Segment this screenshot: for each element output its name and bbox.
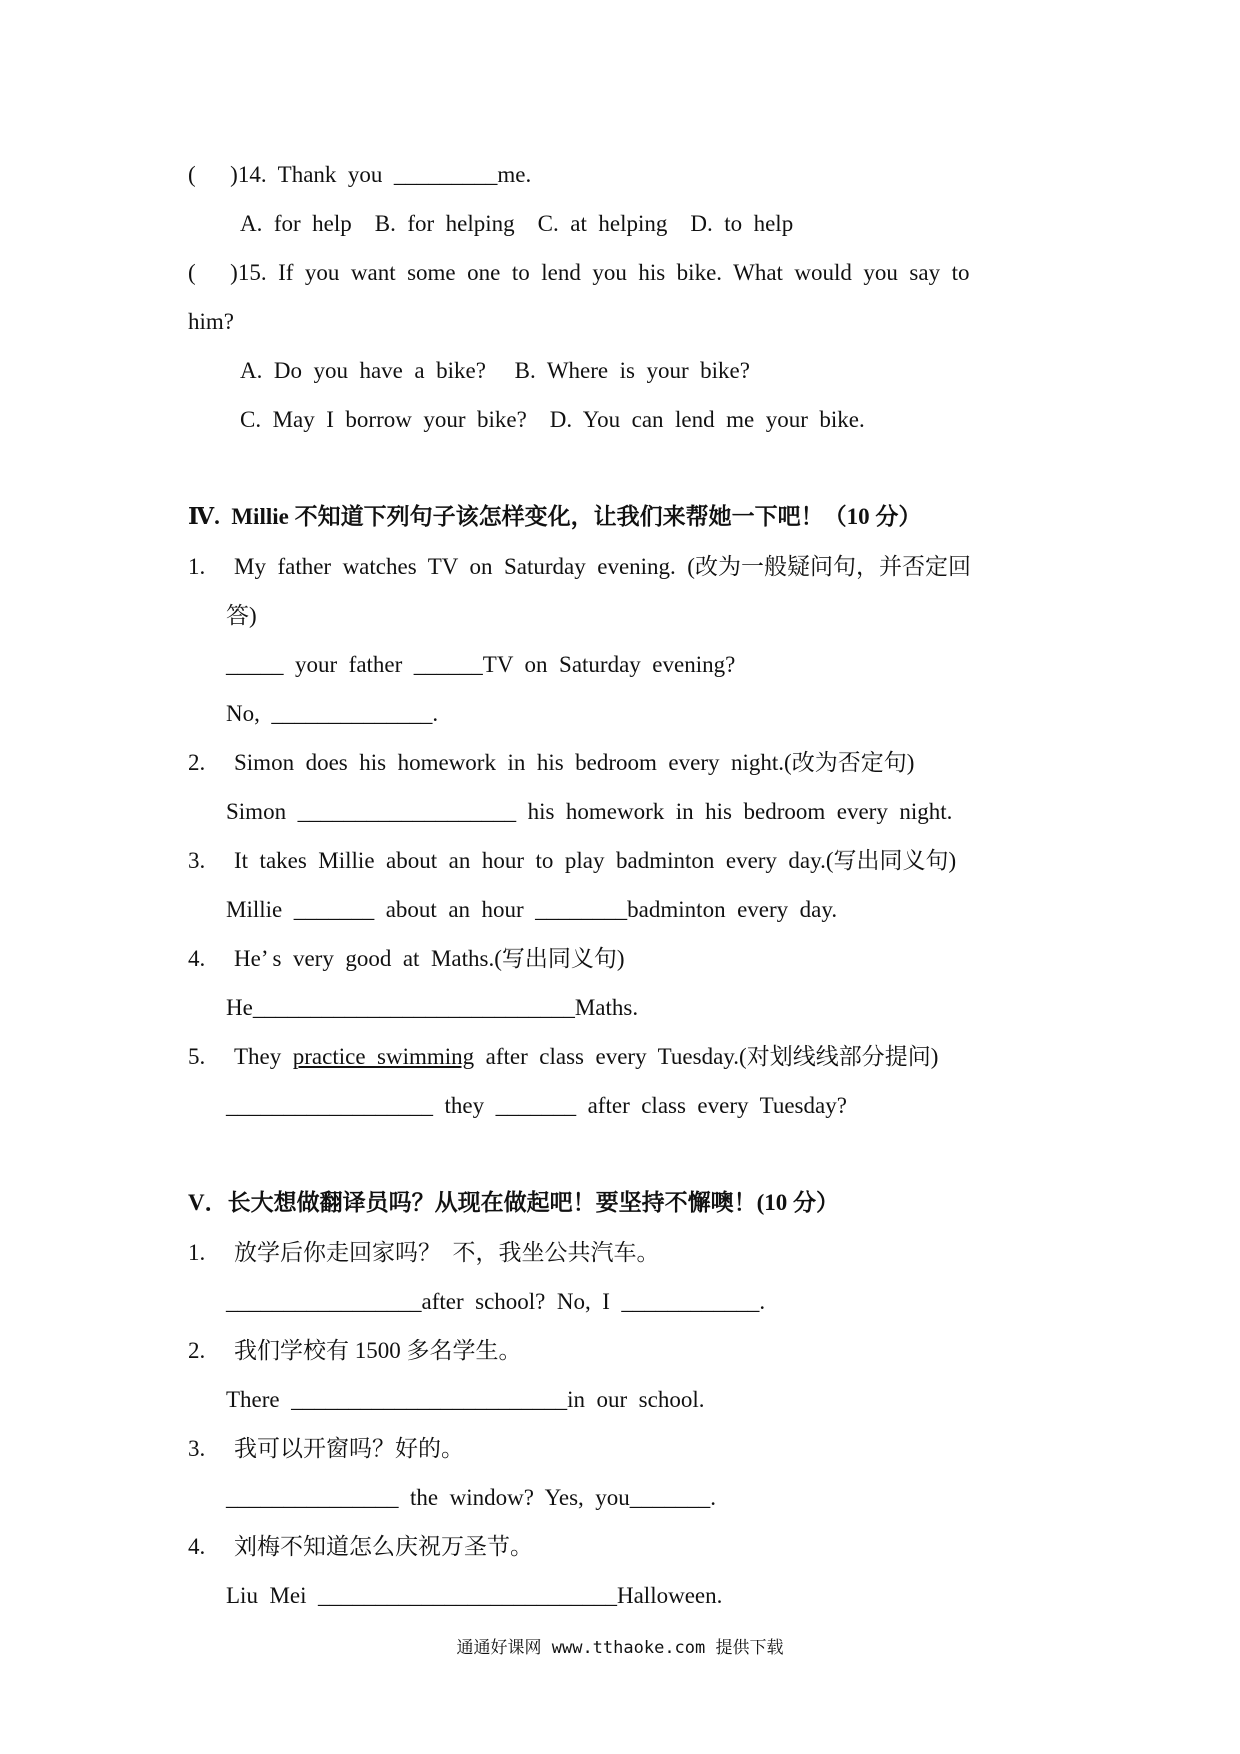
section-4-item-3-answer-line: Millie _______ about an hour ________badminton every day. bbox=[226, 897, 838, 922]
section-4-item-5-text-before: They bbox=[234, 1044, 293, 1069]
section-5-item-4-text: 刘梅不知道怎么庆祝万圣节。 bbox=[234, 1534, 533, 1559]
section-5-item-1-text: 放学后你走回家吗？ 不，我坐公共汽车。 bbox=[234, 1240, 660, 1265]
section-4-item-5-number: 5. bbox=[188, 1044, 206, 1069]
section-4-item-5-text bbox=[234, 1042, 938, 1072]
section-4-item-1-continued: 答) bbox=[226, 603, 257, 628]
section-4-item-1-number: 1. bbox=[188, 554, 206, 579]
section-4-item-5-answer-line: __________________ they _______ after class every Tuesday? bbox=[226, 1093, 847, 1118]
section-4-item-3-number: 3. bbox=[188, 848, 206, 873]
section-4-item-4-number: 4. bbox=[188, 946, 206, 971]
question-15: ( )15. If you want some one to lend you his bike. What would you say to bbox=[188, 260, 970, 285]
section-4-item-4-text: He’ s very good at Maths.(写出同义句) bbox=[234, 946, 625, 971]
section-4-item-2-answer-line: Simon ___________________ his homework in his bedroom every night. bbox=[226, 799, 953, 824]
section-4-item-2-number: 2. bbox=[188, 750, 206, 775]
section-4-item-5-text-after: after class every Tuesday.(对划线线部分提问) bbox=[474, 1044, 939, 1069]
section-5-item-2-text: 我们学校有 1500 多名学生。 bbox=[234, 1338, 522, 1363]
question-15-options-ab: A. Do you have a bike? B. Where is your bike? bbox=[240, 358, 750, 383]
page-footer: 通通好课网 www.tthaoke.com 提供下载 bbox=[456, 1638, 784, 1658]
section-4-item-3-text: It takes Millie about an hour to play badminton every day.(写出同义句) bbox=[234, 848, 957, 873]
section-5-item-2-number: 2. bbox=[188, 1338, 206, 1363]
question-14-options: A. for help B. for helping C. at helping D. to help bbox=[240, 211, 794, 236]
section-5-item-3-answer-line: _______________ the window? Yes, you_______. bbox=[226, 1485, 717, 1510]
question-15-options-cd: C. May I borrow your bike? D. You can lend me your bike. bbox=[240, 407, 865, 432]
section-4-item-1-answer-line: _____ your father ______TV on Saturday evening? bbox=[226, 652, 736, 677]
section-5-item-4-number: 4. bbox=[188, 1534, 206, 1559]
section-4-item-4-answer-line: He____________________________Maths. bbox=[226, 995, 639, 1020]
section-5-item-4-answer-line: Liu Mei __________________________Halloween. bbox=[226, 1583, 723, 1608]
section-4-item-1-answer-line-2: No, ______________. bbox=[226, 701, 439, 726]
section-4-item-5-underlined-part: practice swimming bbox=[292, 1044, 475, 1069]
section-4-heading: Ⅳ. Millie 不知道下列句子该怎样变化，让我们来帮她一下吧！（10 分） bbox=[188, 504, 922, 529]
question-15-continued: him? bbox=[188, 309, 234, 334]
section-5-heading: V．长大想做翻译员吗？从现在做起吧！要坚持不懈噢！(10 分） bbox=[188, 1190, 840, 1215]
section-4-item-2-text: Simon does his homework in his bedroom every night.(改为否定句) bbox=[234, 750, 915, 775]
question-14: ( )14. Thank you _________me. bbox=[188, 162, 532, 187]
section-4-item-1-text: My father watches TV on Saturday evening. (改为一般疑问句，并否定回 bbox=[234, 554, 971, 579]
section-5-item-3-text: 我可以开窗吗？好的。 bbox=[234, 1436, 464, 1461]
section-5-item-1-number: 1. bbox=[188, 1240, 206, 1265]
section-5-item-3-number: 3. bbox=[188, 1436, 206, 1461]
section-5-item-1-answer-line: _________________after school? No, I ____________. bbox=[226, 1289, 766, 1314]
section-5-item-2-answer-line: There ________________________in our school. bbox=[226, 1387, 705, 1412]
